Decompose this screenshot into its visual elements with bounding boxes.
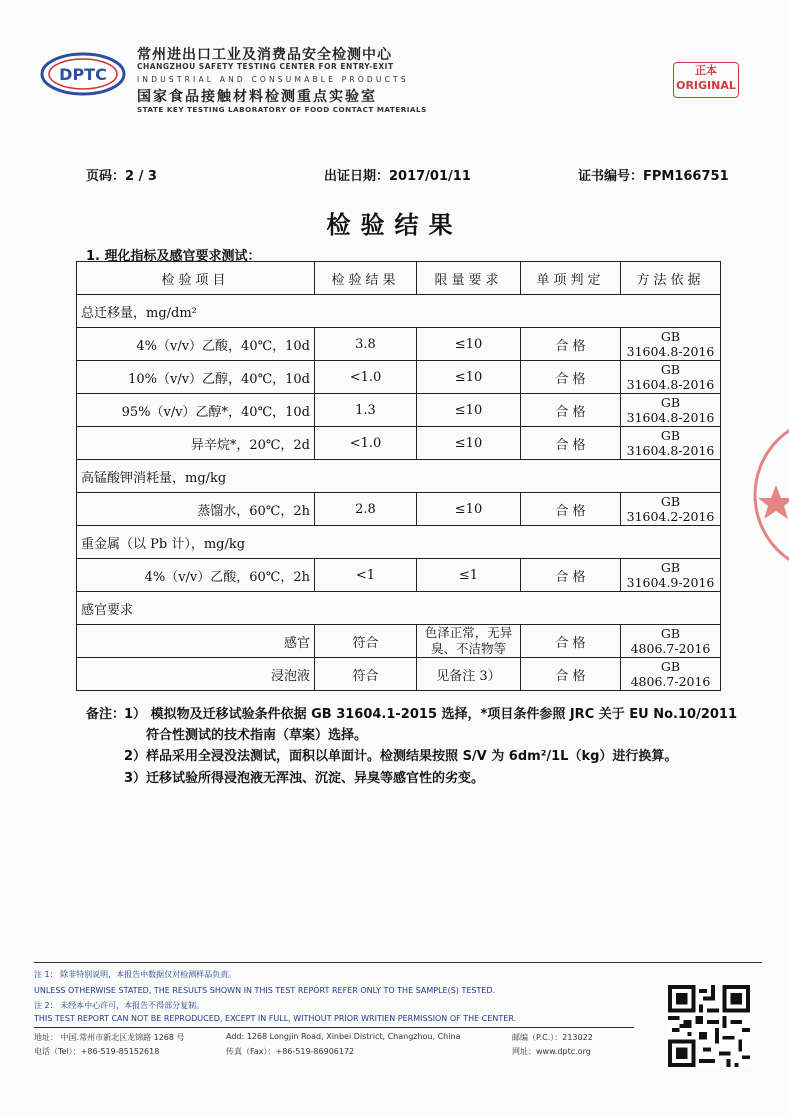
cell-item: 4%（v/v）乙酸，40℃，10d bbox=[77, 328, 315, 361]
certificate-number: 证书编号：FPM166751 bbox=[578, 169, 729, 184]
cell-verdict: 合 格 bbox=[521, 328, 621, 361]
cell-method: GB 31604.8-2016 bbox=[621, 361, 721, 394]
page-title: 检验结果 bbox=[326, 210, 463, 239]
table-row bbox=[77, 328, 721, 361]
page-number: 页码：2 / 3 bbox=[86, 169, 157, 184]
cell-item: 浸泡液 bbox=[77, 658, 315, 691]
cell-verdict: 合 格 bbox=[521, 625, 621, 658]
cell-result: <1 bbox=[315, 559, 417, 592]
org-name-cn: 常州进出口工业及消费品安全检测中心 bbox=[137, 47, 392, 63]
cell-limit: ≤10 bbox=[417, 493, 521, 526]
header-verdict: 单项判定 bbox=[521, 262, 621, 295]
cell-result: 2.8 bbox=[315, 493, 417, 526]
table-row bbox=[77, 394, 721, 427]
cell-limit: ≤1 bbox=[417, 559, 521, 592]
cell-result: 符合 bbox=[315, 625, 417, 658]
cell-limit: ≤10 bbox=[417, 394, 521, 427]
table-row bbox=[77, 559, 721, 592]
cell-result: 符合 bbox=[315, 658, 417, 691]
cell-limit: 见备注 3） bbox=[417, 658, 521, 691]
cell-verdict: 合 格 bbox=[521, 427, 621, 460]
cell-item: 异辛烷*，20℃，2d bbox=[77, 427, 315, 460]
lab-name-cn: 国家食品接触材料检测重点实验室 bbox=[137, 89, 377, 105]
header-limit: 限量要求 bbox=[417, 262, 521, 295]
table-row bbox=[77, 658, 721, 691]
cell-method: GB 31604.8-2016 bbox=[621, 394, 721, 427]
cell-item: 4%（v/v）乙酸，60℃，2h bbox=[77, 559, 315, 592]
footer-note2-en: THIS TEST REPORT CAN NOT BE REPRODUCED, EXCEPT IN FULL, WITHOUT PRIOR WRITIEN PERMISSION OF THE CENTER. bbox=[34, 1014, 517, 1023]
cell-limit: 色泽正常，无异 臭、不洁物等 bbox=[417, 625, 521, 658]
group-row bbox=[77, 460, 721, 493]
original-stamp bbox=[673, 62, 739, 98]
group-sensory: 感官要求 bbox=[77, 592, 721, 625]
notes-label: 备注： bbox=[86, 707, 126, 722]
footer-note1-en: UNLESS OTHERWISE STATED, THE RESULTS SHOWN IN THIS TEST REPORT REFER ONLY TO THE SAMPLE(S) TESTED. bbox=[34, 986, 496, 995]
cell-verdict: 合 格 bbox=[521, 394, 621, 427]
table-row bbox=[77, 361, 721, 394]
group-total-migration: 总迁移量，mg/dm² bbox=[77, 295, 721, 328]
header-method: 方法依据 bbox=[621, 262, 721, 295]
dptc-logo bbox=[40, 52, 126, 96]
stamp-cn: 正本 bbox=[695, 64, 717, 77]
cell-result: 1.3 bbox=[315, 394, 417, 427]
group-row bbox=[77, 295, 721, 328]
cell-verdict: 合 格 bbox=[521, 493, 621, 526]
group-row bbox=[77, 526, 721, 559]
footer-postcode: 邮编（P.C.）：213022 bbox=[512, 1033, 593, 1042]
cell-method: GB 31604.9-2016 bbox=[621, 559, 721, 592]
logo-text: DPTC bbox=[59, 65, 107, 84]
cell-method: GB 4806.7-2016 bbox=[621, 625, 721, 658]
group-kmno4: 高锰酸钾消耗量，mg/kg bbox=[77, 460, 721, 493]
cell-method: GB 31604.8-2016 bbox=[621, 427, 721, 460]
qr-code-icon bbox=[668, 985, 750, 1067]
cell-verdict: 合 格 bbox=[521, 361, 621, 394]
table-header-row bbox=[77, 262, 721, 295]
header-item: 检验项目 bbox=[77, 262, 315, 295]
cell-item: 95%（v/v）乙醇*，40℃，10d bbox=[77, 394, 315, 427]
footer-address-en: Add: 1268 Longjin Road, Xinbei District, Changzhou, China bbox=[226, 1032, 461, 1041]
cell-verdict: 合 格 bbox=[521, 559, 621, 592]
cell-result: <1.0 bbox=[315, 361, 417, 394]
seal-stamp bbox=[748, 410, 789, 580]
issue-date: 出证日期：2017/01/11 bbox=[324, 169, 471, 184]
note-3: 3）迁移试验所得浸泡液无浑浊、沉淀、异臭等感官性的劣变。 bbox=[124, 771, 485, 786]
cell-method: GB 31604.2-2016 bbox=[621, 493, 721, 526]
cell-method: GB 31604.8-2016 bbox=[621, 328, 721, 361]
org-name-en-1: CHANGZHOU SAFETY TESTING CENTER FOR ENTRY-EXIT bbox=[137, 62, 394, 71]
cell-item: 感官 bbox=[77, 625, 315, 658]
lab-name-en: STATE KEY TESTING LABORATORY OF FOOD CONTACT MATERIALS bbox=[137, 105, 427, 114]
footer-tel: 电话（Tel）：+86-519-85152618 bbox=[34, 1047, 160, 1056]
cell-limit: ≤10 bbox=[417, 361, 521, 394]
footer-note2-cn: 注 2： 未经本中心许可，本报告不得部分复制。 bbox=[34, 1001, 205, 1010]
cell-result: 3.8 bbox=[315, 328, 417, 361]
org-name-en-2: INDUSTRIAL AND CONSUMABLE PRODUCTS bbox=[137, 75, 409, 84]
group-heavy-metal: 重金属（以 Pb 计），mg/kg bbox=[77, 526, 721, 559]
stamp-en: ORIGINAL bbox=[676, 79, 736, 92]
results-table bbox=[76, 261, 721, 691]
footer-note1-cn: 注 1： 除非特别说明，本报告中数据仅对检测样品负责。 bbox=[34, 970, 237, 979]
cell-limit: ≤10 bbox=[417, 427, 521, 460]
note-1b: 符合性测试的技术指南（草案）选择。 bbox=[146, 728, 368, 743]
cell-method: GB 4806.7-2016 bbox=[621, 658, 721, 691]
cell-result: <1.0 bbox=[315, 427, 417, 460]
note-1a: 1） 模拟物及迁移试验条件依据 GB 31604.1-2015 选择，*项目条件参照 JRC 关于 EU No.10/2011 bbox=[124, 707, 738, 722]
footer-web: 网址：www.dptc.org bbox=[512, 1047, 591, 1056]
footer-fax: 传真（Fax）：+86-519-86906172 bbox=[226, 1047, 355, 1056]
note-2: 2）样品采用全浸没法测试，面积以单面计。检测结果按照 S/V 为 6dm²/1L（kg）进行换算。 bbox=[124, 749, 678, 764]
group-row bbox=[77, 592, 721, 625]
cell-item: 蒸馏水，60℃，2h bbox=[77, 493, 315, 526]
table-row bbox=[77, 493, 721, 526]
section-heading: 1. 理化指标及感官要求测试： bbox=[86, 249, 261, 264]
footer-address-cn: 地址： 中国.常州市新北区龙锦路 1268 号 bbox=[34, 1033, 185, 1042]
cell-limit: ≤10 bbox=[417, 328, 521, 361]
cell-verdict: 合 格 bbox=[521, 658, 621, 691]
table-row bbox=[77, 427, 721, 460]
cell-item: 10%（v/v）乙醇，40℃，10d bbox=[77, 361, 315, 394]
table-row bbox=[77, 625, 721, 658]
header-result: 检验结果 bbox=[315, 262, 417, 295]
